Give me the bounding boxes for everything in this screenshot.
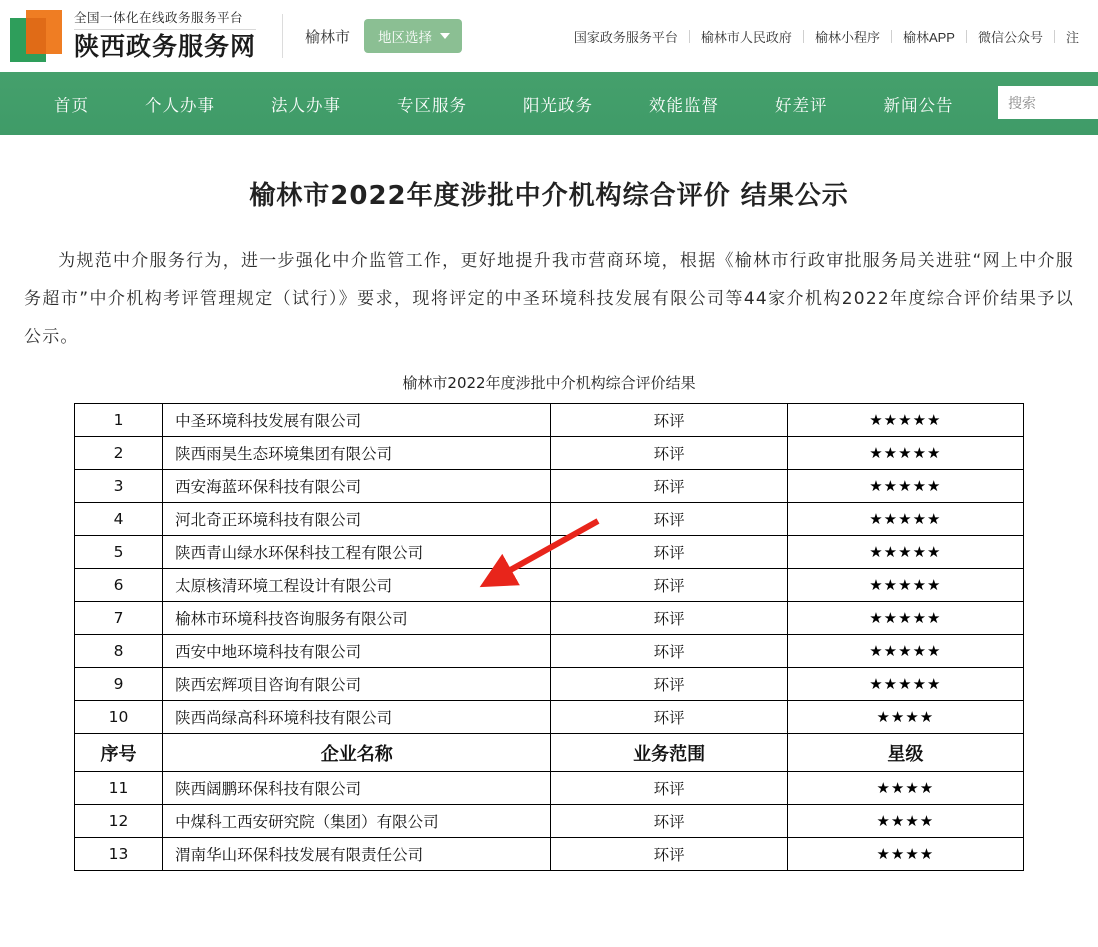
header-link-national-platform[interactable]: 国家政务服务平台 <box>573 29 678 45</box>
main-navigation <box>0 72 1098 135</box>
cell-company-name: 陕西宏辉项目咨询有限公司 <box>163 668 551 701</box>
cell-star-rating <box>787 635 1023 668</box>
cell-star-rating <box>787 569 1023 602</box>
table-row <box>75 404 1024 437</box>
brand-subtitle: 全国一体化在线政务服务平台 <box>74 8 256 30</box>
table-header-row <box>75 734 1024 772</box>
star-rating: ★★★★ <box>876 779 935 797</box>
cell-star-rating <box>787 838 1023 871</box>
header-divider <box>282 14 283 58</box>
cell-index: 5 <box>75 536 163 569</box>
top-header <box>0 0 1098 72</box>
star-rating: ★★★★ <box>876 812 935 830</box>
table-row <box>75 569 1024 602</box>
cell-star-rating <box>787 503 1023 536</box>
cell-index: 3 <box>75 470 163 503</box>
cell-company-name: 河北奇正环境科技有限公司 <box>163 503 551 536</box>
cell-business-scope: 环评 <box>551 602 787 635</box>
table-row <box>75 635 1024 668</box>
article-content <box>0 175 1098 871</box>
nav-item-home[interactable]: 首页 <box>54 96 89 115</box>
table-row <box>75 470 1024 503</box>
star-rating: ★★★★★ <box>869 411 942 429</box>
star-rating: ★★★★★ <box>869 576 942 594</box>
star-rating: ★★★★★ <box>869 477 942 495</box>
star-rating: ★★★★★ <box>869 510 942 528</box>
cell-index: 6 <box>75 569 163 602</box>
header-link-city-government[interactable]: 榆林市人民政府 <box>700 29 792 45</box>
brand-block <box>74 8 256 64</box>
table-row <box>75 838 1024 871</box>
region-select-button[interactable] <box>364 19 462 53</box>
table-row <box>75 701 1024 734</box>
article-paragraph <box>24 242 1074 356</box>
star-rating: ★★★★ <box>876 708 935 726</box>
cell-index: 10 <box>75 701 163 734</box>
column-header-cell-index: 序号 <box>75 734 163 772</box>
cell-company-name: 陕西阔鹏环保科技有限公司 <box>163 772 551 805</box>
cell-company-name: 太原核清环境工程设计有限公司 <box>163 569 551 602</box>
chevron-down-icon <box>440 33 450 39</box>
nav-item-review[interactable]: 好差评 <box>775 96 828 115</box>
table-row <box>75 536 1024 569</box>
header-link-app[interactable]: 榆林APP <box>902 29 955 45</box>
cell-index: 1 <box>75 404 163 437</box>
cell-star-rating <box>787 536 1023 569</box>
column-header-cell-business-scope: 业务范围 <box>551 734 787 772</box>
table-row <box>75 437 1024 470</box>
star-rating: ★★★★★ <box>869 609 942 627</box>
star-rating: ★★★★★ <box>869 543 942 561</box>
cell-company-name: 陕西雨昊生态环境集团有限公司 <box>163 437 551 470</box>
cell-index: 8 <box>75 635 163 668</box>
cell-business-scope: 环评 <box>551 569 787 602</box>
cell-business-scope: 环评 <box>551 536 787 569</box>
cell-company-name: 中圣环境科技发展有限公司 <box>163 404 551 437</box>
header-link-miniprogram[interactable]: 榆林小程序 <box>814 29 880 45</box>
star-rating: ★★★★★ <box>869 444 942 462</box>
article-paragraph-text: 为规范中介服务行为，进一步强化中介监管工作，更好地提升我市营商环境，根据《榆林市行政审批服务局关进驻“网上中介服务超市”中介机构考评管理规定（试行）》要求，现将评定的中圣环境科技发展有限公司等44家介机构2022年度综合评价结果予以公示。 <box>24 251 1074 347</box>
cell-star-rating <box>787 437 1023 470</box>
cell-business-scope: 环评 <box>551 635 787 668</box>
cell-star-rating <box>787 772 1023 805</box>
star-rating: ★★★★ <box>876 845 935 863</box>
cell-star-rating <box>787 470 1023 503</box>
cell-company-name: 渭南华山环保科技发展有限责任公司 <box>163 838 551 871</box>
header-links <box>563 27 1090 46</box>
table-row <box>75 805 1024 838</box>
cell-business-scope: 环评 <box>551 701 787 734</box>
cell-index: 11 <box>75 772 163 805</box>
cell-index: 4 <box>75 503 163 536</box>
column-header-cell-company-name: 企业名称 <box>163 734 551 772</box>
cell-index: 12 <box>75 805 163 838</box>
cell-company-name: 陕西尚绿高科环境科技有限公司 <box>163 701 551 734</box>
cell-company-name: 榆林市环境科技咨询服务有限公司 <box>163 602 551 635</box>
header-link-register[interactable]: 注 <box>1065 29 1079 45</box>
cell-business-scope: 环评 <box>551 805 787 838</box>
star-rating: ★★★★★ <box>869 642 942 660</box>
cell-star-rating <box>787 701 1023 734</box>
nav-item-sunshine-gov[interactable]: 阳光政务 <box>523 96 593 115</box>
nav-item-efficiency[interactable]: 效能监督 <box>649 96 719 115</box>
cell-business-scope: 环评 <box>551 772 787 805</box>
site-logo-icon <box>10 10 62 62</box>
table-row <box>75 668 1024 701</box>
cell-business-scope: 环评 <box>551 404 787 437</box>
column-header-cell-star-rating: 星级 <box>787 734 1023 772</box>
search-input[interactable] <box>998 86 1098 119</box>
nav-item-legal-entity[interactable]: 法人办事 <box>271 96 341 115</box>
table-row <box>75 602 1024 635</box>
nav-item-personal[interactable]: 个人办事 <box>145 96 215 115</box>
cell-company-name: 陕西青山绿水环保科技工程有限公司 <box>163 536 551 569</box>
star-rating: ★★★★★ <box>869 675 942 693</box>
cell-business-scope: 环评 <box>551 503 787 536</box>
cell-index: 9 <box>75 668 163 701</box>
table-caption: 榆林市2022年度涉批中介机构综合评价结果 <box>402 374 696 392</box>
header-link-wechat[interactable]: 微信公众号 <box>977 29 1043 45</box>
cell-company-name: 西安中地环境科技有限公司 <box>163 635 551 668</box>
table-row <box>75 503 1024 536</box>
cell-business-scope: 环评 <box>551 668 787 701</box>
cell-business-scope: 环评 <box>551 470 787 503</box>
cell-index: 2 <box>75 437 163 470</box>
page-title: 榆林市2022年度涉批中介机构综合评价 结果公示 <box>249 181 849 211</box>
brand-title: 陕西政务服务网 <box>74 32 257 61</box>
current-city-label: 榆林市 <box>305 28 351 46</box>
nav-item-special-zone[interactable]: 专区服务 <box>397 96 467 115</box>
cell-star-rating <box>787 602 1023 635</box>
cell-index: 13 <box>75 838 163 871</box>
search-placeholder: 搜索 <box>1008 94 1036 111</box>
cell-star-rating <box>787 404 1023 437</box>
region-select-label: 地区选择 <box>378 30 433 45</box>
cell-star-rating <box>787 668 1023 701</box>
table-row <box>75 772 1024 805</box>
evaluation-results-table <box>74 403 1024 871</box>
cell-company-name: 西安海蓝环保科技有限公司 <box>163 470 551 503</box>
cell-index: 7 <box>75 602 163 635</box>
cell-star-rating <box>787 805 1023 838</box>
cell-business-scope: 环评 <box>551 437 787 470</box>
cell-business-scope: 环评 <box>551 838 787 871</box>
nav-item-news[interactable]: 新闻公告 <box>883 96 954 115</box>
cell-company-name: 中煤科工西安研究院（集团）有限公司 <box>163 805 551 838</box>
